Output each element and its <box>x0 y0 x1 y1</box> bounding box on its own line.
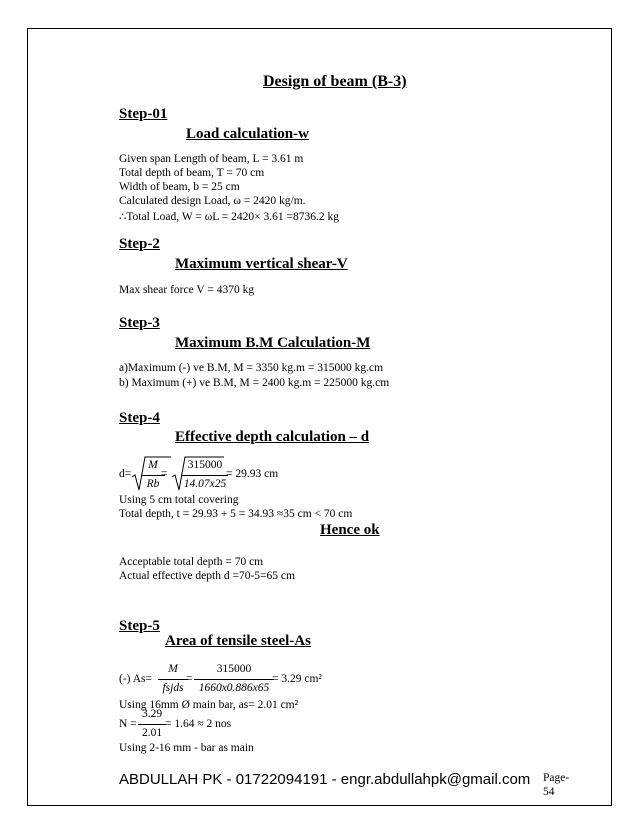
footer-page-label: Page- <box>543 772 570 784</box>
formula-d-result: = 29.93 cm <box>226 468 279 480</box>
step5-final: Using 2-16 mm - bar as main <box>119 742 254 754</box>
step1-heading: Step-01 <box>119 106 168 122</box>
formula-as-lhs: (-) As= <box>119 673 152 685</box>
fraction-bar <box>182 475 228 476</box>
footer-author: ABDULLAH PK - 01722094191 - engr.abdullahpk@gmail.com <box>119 771 531 788</box>
formula-n-denominator: 2.01 <box>141 727 163 739</box>
fraction-bar <box>158 679 188 680</box>
formula-as-numerator-1: M <box>168 663 178 675</box>
step5-bar-line: Using 16mm Ø main bar, as= 2.01 cm² <box>119 699 299 711</box>
step1-line-depth: Total depth of beam, T = 70 cm <box>119 167 265 179</box>
page-title: Design of beam (B-3) <box>263 73 407 90</box>
formula-n-numerator: 3.29 <box>141 708 163 720</box>
fraction-bar <box>138 724 166 725</box>
footer-page-number: 54 <box>543 786 555 798</box>
formula-d-numerator-2: 315000 <box>187 459 223 471</box>
step4-heading: Step-4 <box>119 410 160 426</box>
step3-line-negative-bm: a)Maximum (-) ve B.M, M = 3350 kg.m = 315000 kg.cm <box>119 362 384 374</box>
step1-line-total: ∴Total Load, W = ωL = 2420× 3.61 =8736.2 kg <box>119 211 339 223</box>
formula-d-lhs: d= <box>119 468 132 480</box>
step4-hence-ok: Hence ok <box>320 522 380 538</box>
step4-acceptable-depth: Acceptable total depth = 70 cm <box>119 556 264 568</box>
formula-d-denominator-1: Rb <box>146 478 160 490</box>
step5-heading: Step-5 <box>119 618 160 634</box>
formula-d-equals: = <box>161 468 168 480</box>
step3-heading: Step-3 <box>119 315 160 331</box>
step2-line-shear: Max shear force V = 4370 kg <box>119 284 255 296</box>
step1-line-width: Width of beam, b = 25 cm <box>119 181 240 193</box>
step4-total-depth: Total depth, t = 29.93 + 5 = 34.93 ≈35 cm < 70 cm <box>119 508 353 520</box>
formula-n-result: = 1.64 ≈ 2 nos <box>165 718 232 730</box>
formula-as-numerator-2: 315000 <box>216 663 252 675</box>
formula-as-denominator-1: fsjds <box>162 682 184 694</box>
formula-as-result: = 3.29 cm² <box>272 673 322 685</box>
step3-line-positive-bm: b) Maximum (+) ve B.M, M = 2400 kg.m = 225000 kg.cm <box>119 377 390 389</box>
page-border <box>27 28 612 806</box>
formula-as-equals: = <box>186 673 193 685</box>
step1-line-span: Given span Length of beam, L = 3.61 m <box>119 153 304 165</box>
formula-d-numerator-1: M <box>148 459 158 471</box>
step1-line-load: Calculated design Load, ω = 2420 kg/m. <box>119 195 306 207</box>
fraction-bar <box>194 679 274 680</box>
formula-as-denominator-2: 1660x0.886x65 <box>198 682 270 694</box>
formula-d-denominator-2: 14.07x25 <box>183 478 227 490</box>
step5-subheading: Area of tensile steel-As <box>165 633 311 649</box>
step4-covering: Using 5 cm total covering <box>119 494 239 506</box>
step3-subheading: Maximum B.M Calculation-M <box>175 335 371 351</box>
step2-subheading: Maximum vertical shear-V <box>175 256 348 272</box>
step4-actual-depth: Actual effective depth d =70-5=65 cm <box>119 570 295 582</box>
formula-n-lhs: N = <box>119 718 137 730</box>
step2-heading: Step-2 <box>119 236 160 252</box>
step1-subheading: Load calculation-w <box>186 126 309 142</box>
step4-subheading: Effective depth calculation – d <box>175 429 370 445</box>
